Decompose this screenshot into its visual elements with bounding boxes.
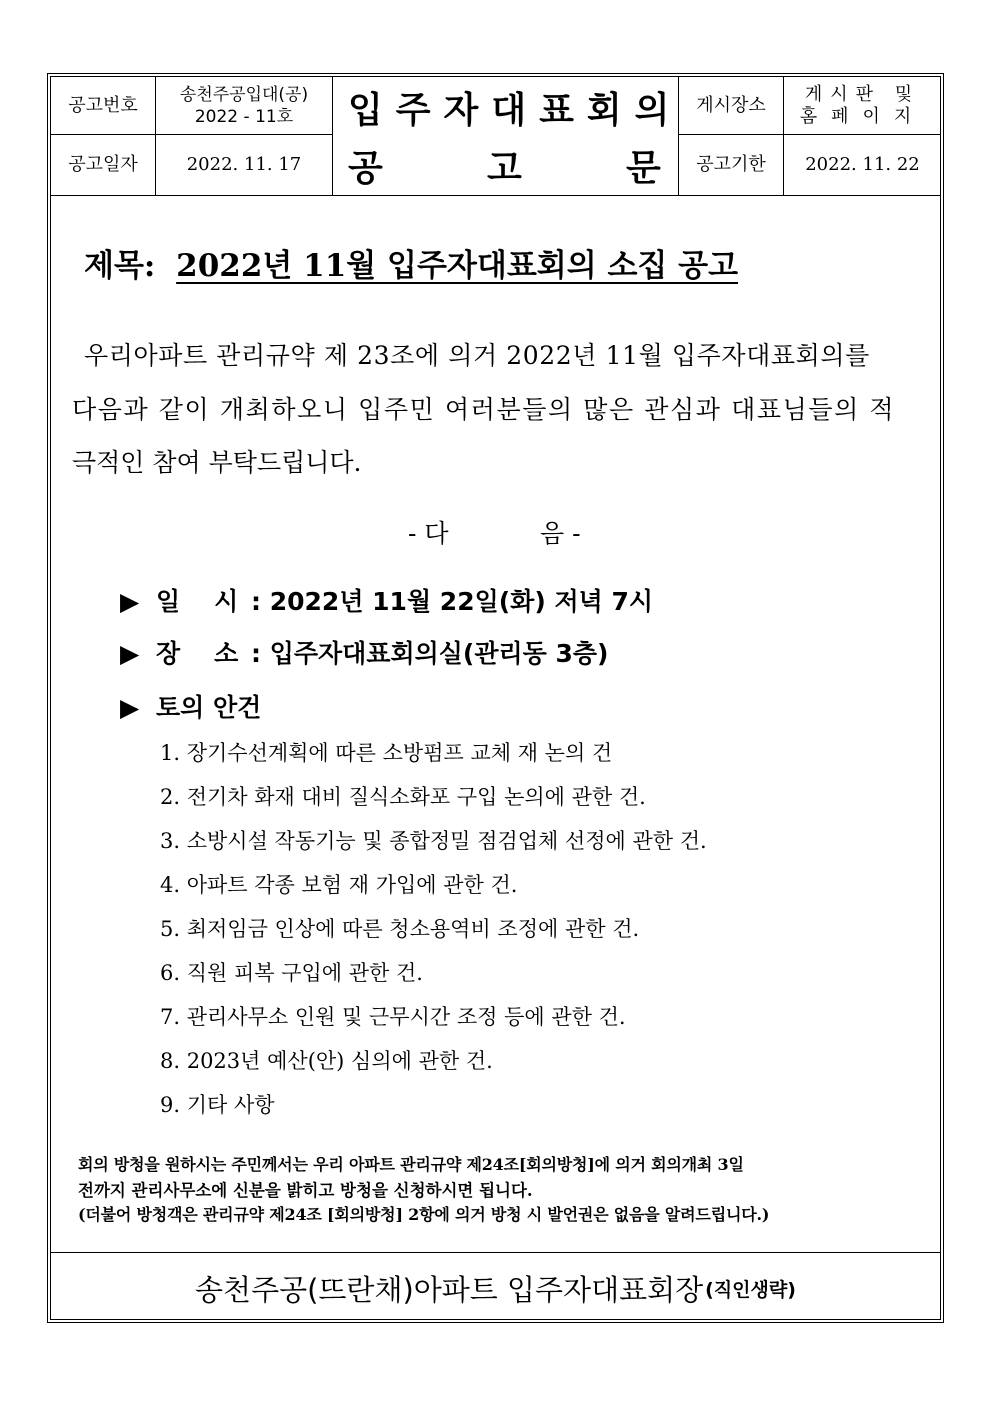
header-title-char-2: 고 — [487, 148, 522, 189]
meeting-place — [120, 634, 608, 670]
body-line-3: 극적인 참여 부탁드립니다. — [72, 448, 362, 477]
arrow-icon: ▶ — [120, 587, 140, 616]
place-value: : 입주자대표회의실(관리동 3층) — [251, 639, 609, 668]
body-line-1: 우리아파트 관리규약 제 23조에 의거 2022년 11월 입주자대표회의를 — [84, 341, 870, 370]
place-label-a: 장 — [156, 639, 181, 668]
body-line-2: 다음과 같이 개최하오니 입주민 여러분들의 많은 관심과 대표님들의 적 — [72, 395, 896, 424]
agenda-label: 토의 안건 — [156, 693, 262, 722]
header-bottom-rule — [50, 195, 941, 196]
divider-right: 음 - — [540, 519, 581, 548]
agenda-item-2: 2. 전기차 화재 대비 질식소화포 구입 논의에 관한 건. — [160, 785, 646, 809]
notice-subject-prefix: 제목: — [84, 248, 156, 284]
time-label-b: 시 — [214, 587, 239, 616]
notice-number-label: 공고번호 — [68, 94, 138, 116]
agenda-item-4: 4. 아파트 각종 보험 재 가입에 관한 건. — [160, 873, 518, 897]
footer-rule — [50, 1252, 941, 1253]
footer-signer — [50, 1256, 941, 1320]
signer-name: 송천주공(뜨란채)아파트 입주자대표회장 — [195, 1272, 704, 1307]
header-title-line1: 입주자대표회의 — [348, 90, 683, 131]
agenda-item-5: 5. 최저임금 인상에 따른 청소용역비 조정에 관한 건. — [160, 917, 640, 941]
notice-number-line1: 송천주공입대(공) — [179, 84, 309, 105]
arrow-icon: ▶ — [120, 693, 140, 722]
agenda-item-8: 8. 2023년 예산(안) 심의에 관한 건. — [160, 1049, 493, 1073]
agenda-heading — [120, 688, 261, 724]
header-divider-2 — [332, 76, 333, 195]
place-label-b: 소 — [214, 639, 239, 668]
notice-number-line2: 2022 - 11호 — [194, 106, 294, 127]
header-title-char-1: 공 — [348, 148, 383, 189]
agenda-item-7: 7. 관리사무소 인원 및 근무시간 조정 등에 관한 건. — [160, 1005, 626, 1029]
agenda-item-6: 6. 직원 피복 구입에 관한 건. — [160, 961, 423, 985]
agenda-item-1: 1. 장기수선계획에 따른 소방펌프 교체 재 논의 건 — [160, 741, 613, 765]
seal-note: (직인생략) — [705, 1278, 796, 1301]
agenda-item-3: 3. 소방시설 작동기능 및 종합정밀 점검업체 선정에 관한 건. — [160, 829, 707, 853]
note-line-2: 전까지 관리사무소에 신분을 밝히고 방청을 신청하시면 됩니다. — [78, 1181, 533, 1200]
notice-number-value — [156, 77, 332, 134]
note-line-1: 회의 방청을 원하시는 주민께서는 우리 아파트 관리규약 제24조[회의방청]에 의거 회의개최 3일 — [78, 1155, 744, 1174]
agenda-item-9: 9. 기타 사항 — [160, 1093, 275, 1117]
header-title-char-3: 문 — [626, 148, 661, 189]
note-line-3: (더불어 방청객은 관리규약 제24조 [회의방청] 2항에 의거 방청 시 발언권은 없음을 알려드립니다.) — [78, 1205, 770, 1224]
divider-left: - 다 — [408, 519, 449, 548]
deadline-label: 공고기한 — [696, 154, 766, 175]
notice-subject — [84, 240, 738, 285]
posting-place-line2: 홈페이지 — [799, 105, 926, 127]
notice-date-label: 공고일자 — [68, 154, 138, 175]
notice-subject-text: 2022년 11월 입주자대표회의 소집 공고 — [176, 248, 739, 284]
posting-place-label: 게시장소 — [696, 94, 766, 116]
meeting-time — [120, 582, 653, 618]
deadline-value: 2022. 11. 22 — [805, 154, 920, 175]
posting-place-line1: 게시판 및 — [804, 83, 921, 105]
posting-place-value — [784, 77, 941, 134]
notice-date-value: 2022. 11. 17 — [186, 154, 302, 175]
time-value: : 2022년 11월 22일(화) 저녁 7시 — [251, 587, 654, 616]
time-label-a: 일 — [156, 587, 181, 616]
arrow-icon: ▶ — [120, 639, 140, 668]
